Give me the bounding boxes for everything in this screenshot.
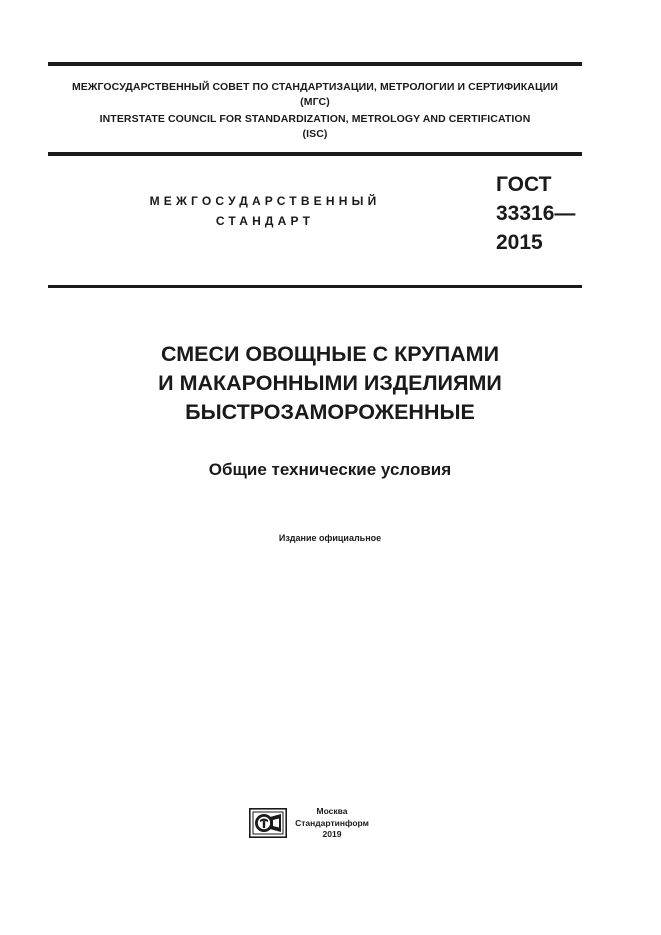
interstate-label-line1: МЕЖГОСУДАРСТВЕННЫЙ xyxy=(149,194,381,208)
publisher-year: 2019 xyxy=(322,829,342,839)
interstate-label-line2: СТАНДАРТ xyxy=(215,214,315,228)
gost-year: 2015 xyxy=(496,231,543,254)
publisher-name: Стандартинформ xyxy=(295,817,369,828)
title-line3: БЫСТРОЗАМОРОЖЕННЫЕ xyxy=(185,400,475,424)
title-line1: СМЕСИ ОВОЩНЫЕ С КРУПАМИ xyxy=(160,342,500,366)
gost-number: 33316— xyxy=(496,202,576,225)
top-rule xyxy=(48,62,582,66)
council-ru-line2: (МГС) xyxy=(300,96,330,108)
council-en-line2: (ISC) xyxy=(302,128,328,140)
publisher-info xyxy=(292,806,372,841)
standartinform-logo-icon xyxy=(249,808,287,838)
edition-note: Издание официальное xyxy=(278,533,382,543)
council-en xyxy=(48,112,582,142)
council-en-line1: INTERSTATE COUNCIL FOR STANDARDIZATION, METROLOGY AND CERTIFICATION xyxy=(99,113,531,125)
document-subtitle: Общие технические условия xyxy=(208,460,452,479)
gost-prefix: ГОСТ xyxy=(496,173,552,196)
bottom-rule xyxy=(48,285,582,288)
document-title xyxy=(60,340,600,427)
council-ru-line1: МЕЖГОСУДАРСТВЕННЫЙ СОВЕТ ПО СТАНДАРТИЗАЦИИ, МЕТРОЛОГИИ И СЕРТИФИКАЦИИ xyxy=(71,81,559,93)
middle-rule xyxy=(48,152,582,156)
publisher-city: Москва xyxy=(316,806,348,816)
gost-designation xyxy=(496,170,575,257)
title-line2: И МАКАРОННЫМИ ИЗДЕЛИЯМИ xyxy=(158,371,502,395)
council-ru xyxy=(48,80,582,110)
